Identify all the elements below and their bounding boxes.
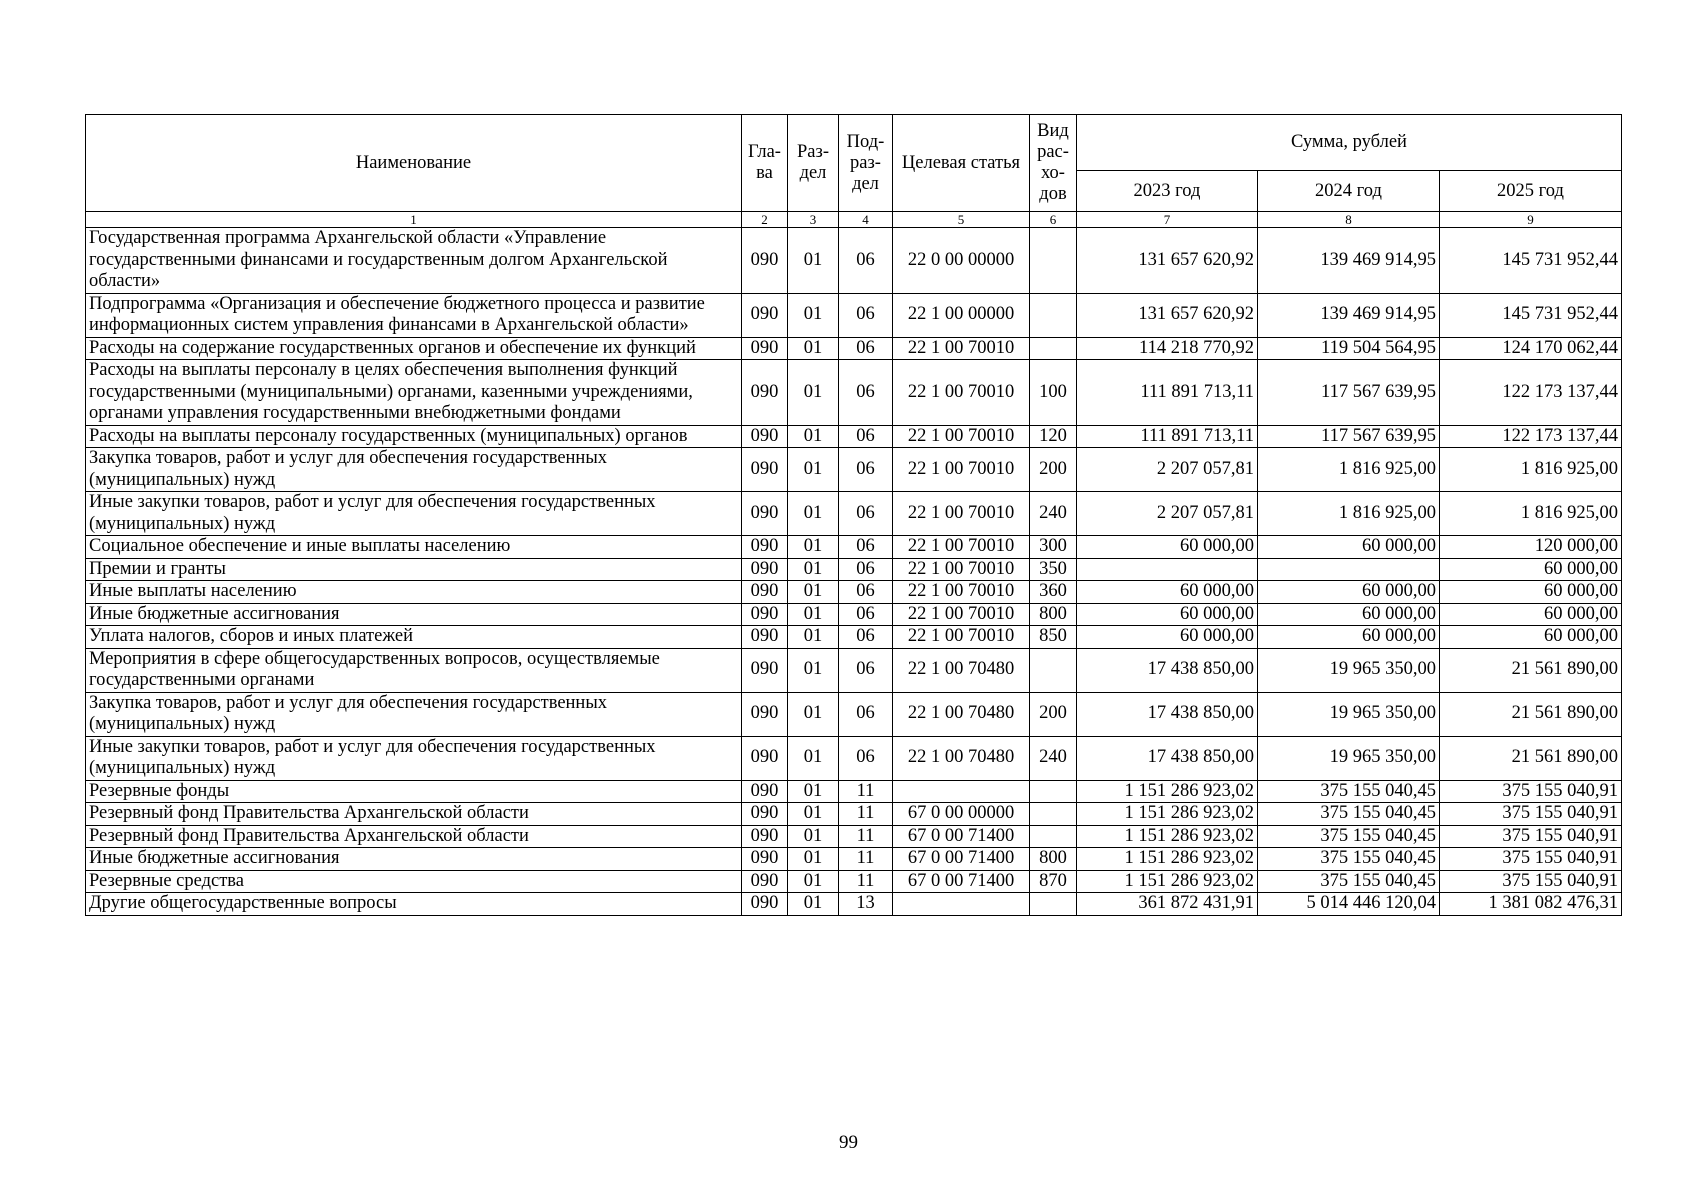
table-row — [86, 337, 1622, 360]
cell-name: Резервные средства — [86, 870, 742, 893]
table-row — [86, 780, 1622, 803]
cell-sum-2025: 1 816 925,00 — [1440, 492, 1622, 536]
header-sum: Сумма, рублей — [1077, 115, 1622, 171]
cell-sum-2025: 375 155 040,91 — [1440, 870, 1622, 893]
cell-razdel: 01 — [788, 780, 839, 803]
cell-glava: 090 — [742, 448, 788, 492]
table-row — [86, 626, 1622, 649]
header-target: Целевая статья — [893, 115, 1030, 212]
table-row — [86, 360, 1622, 426]
cell-glava: 090 — [742, 648, 788, 692]
cell-target-article — [893, 780, 1030, 803]
cell-podrazdel: 11 — [839, 780, 893, 803]
cell-sum-2025: 60 000,00 — [1440, 626, 1622, 649]
cell-sum-2024 — [1258, 558, 1440, 581]
cell-podrazdel: 06 — [839, 648, 893, 692]
cell-name: Иные выплаты населению — [86, 581, 742, 604]
cell-sum-2023: 60 000,00 — [1077, 626, 1258, 649]
cell-podrazdel: 11 — [839, 825, 893, 848]
cell-expense-type: 240 — [1030, 736, 1077, 780]
budget-table — [85, 114, 1622, 916]
cell-target-article: 67 0 00 71400 — [893, 825, 1030, 848]
header-year-2025: 2025 год — [1440, 171, 1622, 212]
cell-razdel: 01 — [788, 870, 839, 893]
cell-sum-2024: 19 965 350,00 — [1258, 736, 1440, 780]
cell-podrazdel: 06 — [839, 581, 893, 604]
cell-name: Иные закупки товаров, работ и услуг для обеспечения государственных (муниципальных) нужд — [86, 736, 742, 780]
cell-razdel: 01 — [788, 626, 839, 649]
cell-sum-2024: 60 000,00 — [1258, 603, 1440, 626]
cell-glava: 090 — [742, 780, 788, 803]
cell-target-article: 22 1 00 70010 — [893, 337, 1030, 360]
cell-sum-2025: 375 155 040,91 — [1440, 780, 1622, 803]
cell-sum-2024: 139 469 914,95 — [1258, 228, 1440, 294]
cell-razdel: 01 — [788, 492, 839, 536]
cell-sum-2023: 60 000,00 — [1077, 603, 1258, 626]
header-year-2023: 2023 год — [1077, 171, 1258, 212]
cell-expense-type — [1030, 780, 1077, 803]
cell-podrazdel: 06 — [839, 293, 893, 337]
cell-podrazdel: 06 — [839, 228, 893, 294]
cell-sum-2025: 122 173 137,44 — [1440, 360, 1622, 426]
cell-glava: 090 — [742, 581, 788, 604]
cell-glava: 090 — [742, 360, 788, 426]
table-row — [86, 893, 1622, 916]
cell-razdel: 01 — [788, 581, 839, 604]
cell-sum-2025: 60 000,00 — [1440, 581, 1622, 604]
cell-sum-2025: 122 173 137,44 — [1440, 425, 1622, 448]
cell-name: Государственная программа Архангельской области «Управление государственными финансами и государственным долгом Архангельской области» — [86, 228, 742, 294]
cell-name: Закупка товаров, работ и услуг для обеспечения государственных (муниципальных) нужд — [86, 448, 742, 492]
cell-expense-type: 240 — [1030, 492, 1077, 536]
cell-sum-2023: 1 151 286 923,02 — [1077, 848, 1258, 871]
cell-sum-2023: 2 207 057,81 — [1077, 448, 1258, 492]
cell-name: Подпрограмма «Организация и обеспечение бюджетного процесса и развитие информационных систем управления финансами в Архангельской области» — [86, 293, 742, 337]
cell-name: Резервный фонд Правительства Архангельской области — [86, 825, 742, 848]
cell-target-article: 22 1 00 70480 — [893, 692, 1030, 736]
column-number-row — [86, 212, 1622, 228]
cell-podrazdel: 06 — [839, 626, 893, 649]
cell-razdel: 01 — [788, 448, 839, 492]
cell-sum-2025: 21 561 890,00 — [1440, 648, 1622, 692]
table-body — [86, 228, 1622, 916]
column-number-cell: 5 — [893, 212, 1030, 228]
cell-podrazdel: 11 — [839, 870, 893, 893]
header-glava: Гла-ва — [742, 115, 788, 212]
cell-sum-2024: 119 504 564,95 — [1258, 337, 1440, 360]
table-row — [86, 448, 1622, 492]
header-razdel: Раз-дел — [788, 115, 839, 212]
cell-glava: 090 — [742, 893, 788, 916]
cell-razdel: 01 — [788, 360, 839, 426]
cell-target-article: 22 1 00 70010 — [893, 425, 1030, 448]
cell-expense-type: 350 — [1030, 558, 1077, 581]
cell-target-article: 22 1 00 70480 — [893, 648, 1030, 692]
cell-target-article: 22 1 00 70010 — [893, 581, 1030, 604]
table-row — [86, 825, 1622, 848]
cell-expense-type — [1030, 228, 1077, 294]
column-number-cell: 4 — [839, 212, 893, 228]
table-row — [86, 692, 1622, 736]
cell-podrazdel: 06 — [839, 360, 893, 426]
cell-glava: 090 — [742, 492, 788, 536]
cell-sum-2023: 1 151 286 923,02 — [1077, 780, 1258, 803]
cell-expense-type — [1030, 893, 1077, 916]
cell-razdel: 01 — [788, 825, 839, 848]
cell-expense-type: 200 — [1030, 448, 1077, 492]
cell-sum-2023: 17 438 850,00 — [1077, 736, 1258, 780]
cell-target-article: 67 0 00 00000 — [893, 803, 1030, 826]
cell-glava: 090 — [742, 825, 788, 848]
cell-razdel: 01 — [788, 536, 839, 559]
cell-glava: 090 — [742, 626, 788, 649]
cell-sum-2023: 131 657 620,92 — [1077, 293, 1258, 337]
header-vid: Вид рас-хо-дов — [1030, 115, 1077, 212]
cell-podrazdel: 06 — [839, 536, 893, 559]
cell-razdel: 01 — [788, 228, 839, 294]
table-row — [86, 558, 1622, 581]
cell-podrazdel: 06 — [839, 558, 893, 581]
cell-glava: 090 — [742, 848, 788, 871]
cell-target-article: 22 1 00 70480 — [893, 736, 1030, 780]
cell-sum-2024: 1 816 925,00 — [1258, 492, 1440, 536]
cell-name: Уплата налогов, сборов и иных платежей — [86, 626, 742, 649]
cell-target-article: 22 0 00 00000 — [893, 228, 1030, 294]
cell-name: Другие общегосударственные вопросы — [86, 893, 742, 916]
column-number-cell: 7 — [1077, 212, 1258, 228]
cell-expense-type — [1030, 293, 1077, 337]
cell-expense-type: 870 — [1030, 870, 1077, 893]
cell-sum-2024: 1 816 925,00 — [1258, 448, 1440, 492]
table-row — [86, 803, 1622, 826]
table-row — [86, 536, 1622, 559]
cell-name: Расходы на выплаты персоналу государственных (муниципальных) органов — [86, 425, 742, 448]
cell-expense-type — [1030, 337, 1077, 360]
cell-sum-2025: 60 000,00 — [1440, 603, 1622, 626]
cell-sum-2023: 131 657 620,92 — [1077, 228, 1258, 294]
cell-glava: 090 — [742, 293, 788, 337]
header-year-2024: 2024 год — [1258, 171, 1440, 212]
cell-expense-type: 800 — [1030, 603, 1077, 626]
table-row — [86, 293, 1622, 337]
table-row — [86, 848, 1622, 871]
cell-target-article: 22 1 00 70010 — [893, 448, 1030, 492]
cell-sum-2023: 17 438 850,00 — [1077, 648, 1258, 692]
cell-podrazdel: 11 — [839, 803, 893, 826]
cell-target-article: 22 1 00 70010 — [893, 360, 1030, 426]
cell-target-article: 22 1 00 70010 — [893, 536, 1030, 559]
cell-sum-2025: 375 155 040,91 — [1440, 825, 1622, 848]
cell-name: Резервные фонды — [86, 780, 742, 803]
cell-sum-2025: 21 561 890,00 — [1440, 692, 1622, 736]
cell-razdel: 01 — [788, 848, 839, 871]
cell-sum-2025: 145 731 952,44 — [1440, 228, 1622, 294]
cell-podrazdel: 06 — [839, 492, 893, 536]
cell-sum-2023: 1 151 286 923,02 — [1077, 803, 1258, 826]
cell-glava: 090 — [742, 692, 788, 736]
cell-sum-2023: 114 218 770,92 — [1077, 337, 1258, 360]
column-number-cell: 2 — [742, 212, 788, 228]
table-row — [86, 581, 1622, 604]
cell-razdel: 01 — [788, 692, 839, 736]
cell-razdel: 01 — [788, 603, 839, 626]
cell-podrazdel: 06 — [839, 736, 893, 780]
cell-expense-type — [1030, 803, 1077, 826]
cell-glava: 090 — [742, 536, 788, 559]
cell-sum-2024: 19 965 350,00 — [1258, 692, 1440, 736]
cell-podrazdel: 11 — [839, 848, 893, 871]
table-row — [86, 603, 1622, 626]
cell-sum-2023: 2 207 057,81 — [1077, 492, 1258, 536]
cell-sum-2024: 60 000,00 — [1258, 626, 1440, 649]
cell-sum-2024: 117 567 639,95 — [1258, 360, 1440, 426]
cell-razdel: 01 — [788, 337, 839, 360]
cell-glava: 090 — [742, 337, 788, 360]
cell-target-article: 22 1 00 00000 — [893, 293, 1030, 337]
cell-name: Социальное обеспечение и иные выплаты населению — [86, 536, 742, 559]
cell-sum-2025: 375 155 040,91 — [1440, 848, 1622, 871]
cell-sum-2025: 124 170 062,44 — [1440, 337, 1622, 360]
cell-sum-2023: 60 000,00 — [1077, 536, 1258, 559]
cell-name: Расходы на содержание государственных органов и обеспечение их функций — [86, 337, 742, 360]
cell-target-article: 22 1 00 70010 — [893, 558, 1030, 581]
table-row — [86, 425, 1622, 448]
header-name: Наименование — [86, 115, 742, 212]
cell-sum-2024: 375 155 040,45 — [1258, 870, 1440, 893]
cell-sum-2025: 21 561 890,00 — [1440, 736, 1622, 780]
cell-podrazdel: 06 — [839, 448, 893, 492]
table-row — [86, 736, 1622, 780]
cell-name: Расходы на выплаты персоналу в целях обеспечения выполнения функций государственными (муниципальными) органами, казенными учреждениями, органами управления государственными внебюджетными фондами — [86, 360, 742, 426]
cell-name: Иные бюджетные ассигнования — [86, 848, 742, 871]
cell-glava: 090 — [742, 603, 788, 626]
cell-target-article: 22 1 00 70010 — [893, 603, 1030, 626]
cell-sum-2024: 375 155 040,45 — [1258, 803, 1440, 826]
cell-sum-2024: 117 567 639,95 — [1258, 425, 1440, 448]
cell-podrazdel: 06 — [839, 603, 893, 626]
cell-target-article: 67 0 00 71400 — [893, 848, 1030, 871]
cell-name: Иные закупки товаров, работ и услуг для обеспечения государственных (муниципальных) нужд — [86, 492, 742, 536]
table-row — [86, 648, 1622, 692]
cell-sum-2023: 111 891 713,11 — [1077, 425, 1258, 448]
cell-razdel: 01 — [788, 293, 839, 337]
cell-glava: 090 — [742, 425, 788, 448]
cell-sum-2023 — [1077, 558, 1258, 581]
cell-sum-2023: 1 151 286 923,02 — [1077, 870, 1258, 893]
cell-sum-2023: 60 000,00 — [1077, 581, 1258, 604]
cell-target-article — [893, 893, 1030, 916]
cell-sum-2023: 111 891 713,11 — [1077, 360, 1258, 426]
cell-sum-2024: 375 155 040,45 — [1258, 825, 1440, 848]
cell-expense-type: 850 — [1030, 626, 1077, 649]
column-number-cell: 9 — [1440, 212, 1622, 228]
table-row — [86, 870, 1622, 893]
cell-name: Мероприятия в сфере общегосударственных вопросов, осуществляемые государственными органами — [86, 648, 742, 692]
cell-sum-2025: 375 155 040,91 — [1440, 803, 1622, 826]
cell-expense-type: 300 — [1030, 536, 1077, 559]
cell-name: Иные бюджетные ассигнования — [86, 603, 742, 626]
cell-name: Премии и гранты — [86, 558, 742, 581]
cell-razdel: 01 — [788, 648, 839, 692]
cell-razdel: 01 — [788, 803, 839, 826]
cell-expense-type: 200 — [1030, 692, 1077, 736]
cell-name: Резервный фонд Правительства Архангельской области — [86, 803, 742, 826]
cell-razdel: 01 — [788, 736, 839, 780]
cell-sum-2024: 375 155 040,45 — [1258, 780, 1440, 803]
cell-razdel: 01 — [788, 558, 839, 581]
column-number-cell: 1 — [86, 212, 742, 228]
cell-sum-2024: 139 469 914,95 — [1258, 293, 1440, 337]
cell-glava: 090 — [742, 558, 788, 581]
cell-sum-2025: 1 381 082 476,31 — [1440, 893, 1622, 916]
cell-glava: 090 — [742, 228, 788, 294]
table-row — [86, 492, 1622, 536]
cell-glava: 090 — [742, 803, 788, 826]
cell-podrazdel: 06 — [839, 337, 893, 360]
cell-sum-2024: 60 000,00 — [1258, 581, 1440, 604]
cell-expense-type: 120 — [1030, 425, 1077, 448]
cell-sum-2023: 361 872 431,91 — [1077, 893, 1258, 916]
cell-expense-type: 360 — [1030, 581, 1077, 604]
cell-target-article: 22 1 00 70010 — [893, 626, 1030, 649]
cell-expense-type: 100 — [1030, 360, 1077, 426]
cell-target-article: 67 0 00 71400 — [893, 870, 1030, 893]
column-number-cell: 3 — [788, 212, 839, 228]
cell-sum-2024: 60 000,00 — [1258, 536, 1440, 559]
cell-razdel: 01 — [788, 893, 839, 916]
cell-sum-2024: 375 155 040,45 — [1258, 848, 1440, 871]
cell-glava: 090 — [742, 870, 788, 893]
cell-sum-2024: 19 965 350,00 — [1258, 648, 1440, 692]
cell-podrazdel: 06 — [839, 425, 893, 448]
cell-sum-2025: 120 000,00 — [1440, 536, 1622, 559]
cell-sum-2024: 5 014 446 120,04 — [1258, 893, 1440, 916]
cell-sum-2025: 60 000,00 — [1440, 558, 1622, 581]
table-row — [86, 228, 1622, 294]
cell-expense-type: 800 — [1030, 848, 1077, 871]
cell-name: Закупка товаров, работ и услуг для обеспечения государственных (муниципальных) нужд — [86, 692, 742, 736]
cell-glava: 090 — [742, 736, 788, 780]
cell-razdel: 01 — [788, 425, 839, 448]
column-number-cell: 8 — [1258, 212, 1440, 228]
cell-sum-2023: 1 151 286 923,02 — [1077, 825, 1258, 848]
column-number-cell: 6 — [1030, 212, 1077, 228]
cell-target-article: 22 1 00 70010 — [893, 492, 1030, 536]
cell-expense-type — [1030, 825, 1077, 848]
cell-podrazdel: 06 — [839, 692, 893, 736]
cell-expense-type — [1030, 648, 1077, 692]
cell-sum-2025: 145 731 952,44 — [1440, 293, 1622, 337]
cell-podrazdel: 13 — [839, 893, 893, 916]
cell-sum-2025: 1 816 925,00 — [1440, 448, 1622, 492]
cell-sum-2023: 17 438 850,00 — [1077, 692, 1258, 736]
header-podrazdel: Под-раз-дел — [839, 115, 893, 212]
page-number: 99 — [839, 1132, 858, 1153]
